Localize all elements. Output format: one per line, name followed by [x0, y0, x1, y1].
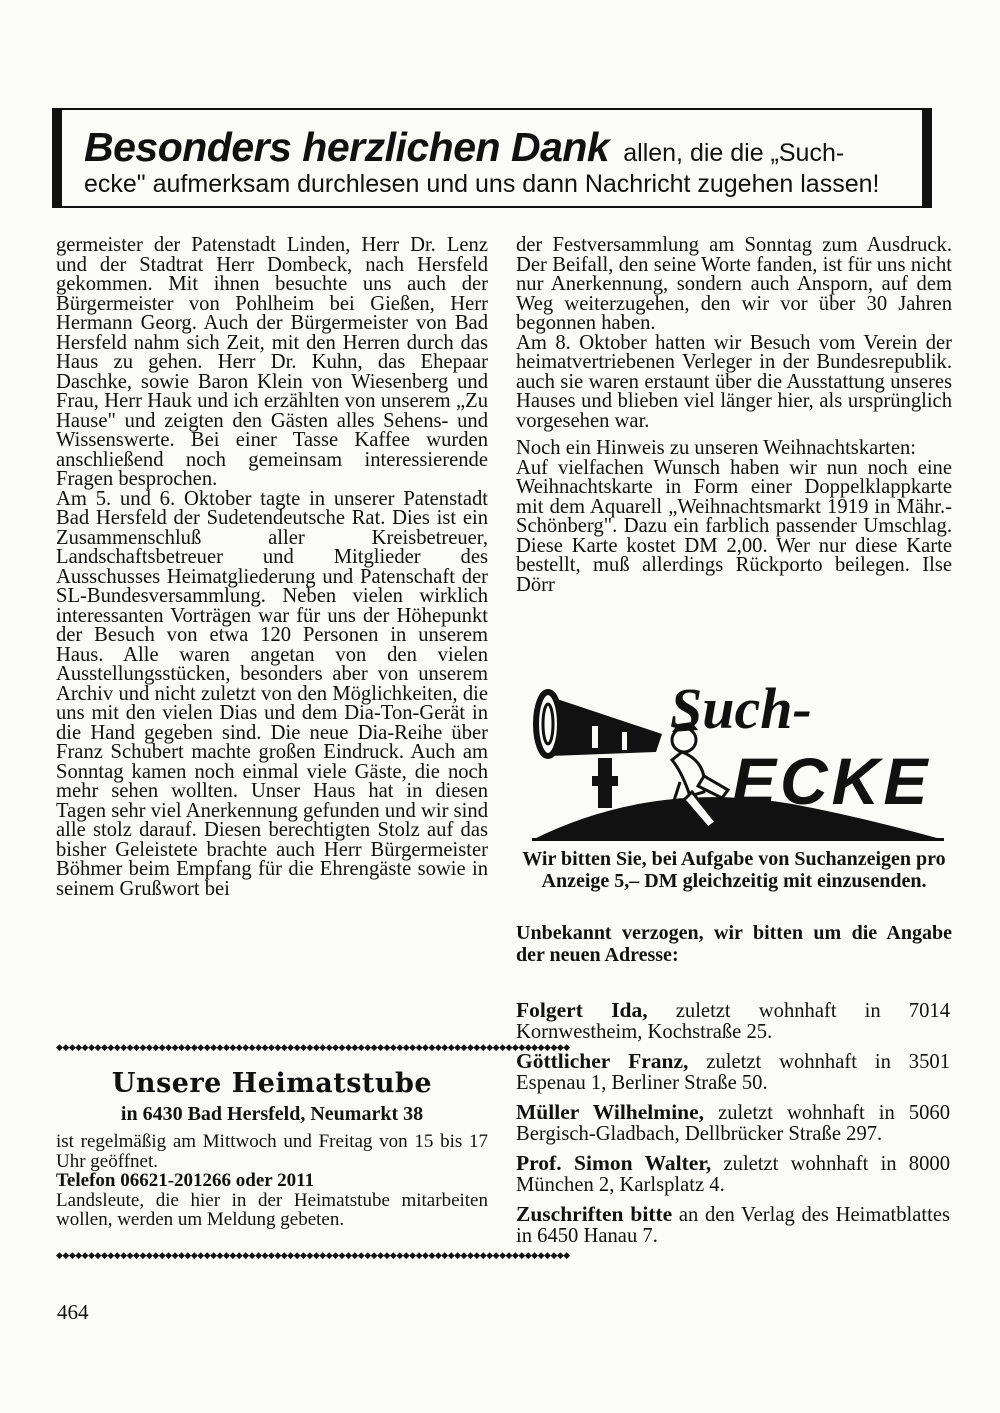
left-paragraph-2: Am 5. und 6. Oktober tagte in unserer Patenstadt Bad Hersfeld der Sudetendeutsche Rat. Dies ist ein Zusammenschluß aller Kreisbetreuer, Landschaftsbetreuer und Mitglieder des Ausschusses Heimatgliederung und Patenschaft der SL-Bundesversammlung. Neben vielen wirklich interessanten Vorträgen war für uns der Höhepunkt der Besuch von etwa 120 Personen in unserem Haus. Alle waren angetan von den vielen Ausstellungsstücken, besonders aber von unserem Archiv und nicht zuletzt von den Möglichkeiten, die uns mit den vielen Dias und dem Dia-Ton-Gerät in die Hand gegeben sind. Die neue Dia-Reihe über Franz Schubert machte großen Eindruck. Auch am Sonntag kamen noch einmal viele Gäste, die noch mehr sehen wollten. Unser Haus hat in diesen Tagen sehr viel Anerkennung gefunden und wir sind alle stolz darauf. Diesen berechtigten Stolz auf das bisher Geleistete brachte auch Herr Bürgermeister Böhmer beim Empfang für die Ehrengäste sowie in seinem Grußwort bei	[56, 487, 488, 900]
unknown-moved-heading: Unbekannt verzogen, wir bitten um die Angabe der neuen Adresse:	[516, 922, 952, 966]
right-column	[516, 236, 952, 595]
heimatstube-phone: Telefon 06621-201266 oder 2011	[56, 1170, 315, 1191]
left-column	[56, 236, 488, 899]
entry-name: Prof. Simon Walter,	[516, 1151, 712, 1175]
entry-text: zuletzt wohnhaft in 5060 Bergisch-Gladbach, Dellbrücker Straße 297.	[516, 1102, 950, 1145]
entry-name: Müller Wilhelmine,	[516, 1100, 705, 1124]
heimatstube-box	[56, 1040, 570, 1262]
right-paragraph-3: Noch ein Hinweis zu unseren Weihnachtskarten:	[516, 437, 916, 459]
diamond-divider-bottom: ◆◆◆◆◆◆◆◆◆◆◆◆◆◆◆◆◆◆◆◆◆◆◆◆◆◆◆◆◆◆◆◆◆◆◆◆◆◆◆◆◆◆◆◆◆◆◆◆◆◆◆◆◆◆◆◆◆◆◆◆◆◆◆◆◆◆◆◆◆◆◆◆◆◆◆◆◆◆◆◆	[56, 1249, 570, 1260]
page-number: 464	[57, 1300, 89, 1324]
diamond-divider-top: ◆◆◆◆◆◆◆◆◆◆◆◆◆◆◆◆◆◆◆◆◆◆◆◆◆◆◆◆◆◆◆◆◆◆◆◆◆◆◆◆◆◆◆◆◆◆◆◆◆◆◆◆◆◆◆◆◆◆◆◆◆◆◆◆◆◆◆◆◆◆◆◆◆◆◆◆◆◆◆◆	[56, 1042, 570, 1052]
banner-headline: Besonders herzlichen Dank	[84, 124, 610, 170]
logo-block-word: ECKE	[732, 744, 932, 818]
search-entry	[516, 1204, 950, 1247]
search-entry	[516, 1000, 950, 1043]
banner-line-1	[84, 124, 844, 171]
logo-underline	[532, 838, 944, 841]
heimatstube-appeal: Landsleute, die hier in der Heimatstube mitarbeiten wollen, werden um Meldung gebeten.	[56, 1189, 488, 1230]
entry-name: Zuschriften bitte	[516, 1202, 673, 1226]
suchecke-logo	[532, 672, 944, 842]
search-entry	[516, 1102, 950, 1145]
search-entry	[516, 1051, 950, 1094]
entry-text: an den Verlag des Heimatblattes in 6450 Hanau 7.	[516, 1204, 950, 1247]
logo-script-word: Such-	[670, 676, 812, 741]
entry-text: zuletzt wohnhaft in 8000 München 2, Karlsplatz 4.	[516, 1153, 950, 1196]
banner-line-1-rest: allen, die die „Such-	[623, 139, 845, 167]
entry-text: zuletzt wohnhaft in 7014 Kornwestheim, Kochstraße 25.	[516, 1000, 950, 1043]
entry-name: Göttlicher Franz,	[516, 1049, 689, 1073]
heimatstube-title: Unsere Heimatstube	[111, 1068, 433, 1099]
banner-line-2: ecke" aufmerksam durchlesen und uns dann Nachricht zugehen lassen!	[84, 170, 880, 198]
fee-notice: Wir bitten Sie, bei Aufgabe von Suchanzeigen pro Anzeige 5,– DM gleichzeitig mit einzusenden.	[522, 848, 946, 892]
right-paragraph-1: der Festversammlung am Sonntag zum Ausdruck. Der Beifall, den seine Worte fanden, ist für uns nicht nur Anerkennung, sondern auch Ansporn, auf dem Weg weiterzugehen, den wir vor über 30 Jahren begonnen haben.	[516, 234, 952, 334]
thanks-banner	[52, 108, 932, 208]
telescope-icon	[536, 692, 662, 808]
right-paragraph-2: Am 8. Oktober hatten wir Besuch vom Verein der heimatvertriebenen Verleger in der Bundesrepublik. auch sie waren erstaunt über die Ausstattung unseres Hauses und blieben viel länger hier, als ursprünglich vorgesehen war.	[516, 331, 952, 432]
right-paragraph-4: Auf vielfachen Wunsch haben wir nun noch eine Weihnachtskarte in Form einer Doppelklappkarte mit dem Aquarell „Weihnachtsmarkt 1919 in Mähr.-Schönberg". Dazu ein farblich passender Umschlag. Diese Karte kostet DM 2,00. Wer nur diese Karte bestellt, muß allerdings Rückporto beilegen. Ilse Dörr	[516, 456, 952, 596]
search-entry	[516, 1153, 950, 1196]
heimatstube-body	[56, 1132, 488, 1230]
left-paragraph-1: germeister der Patenstadt Linden, Herr Dr. Lenz und der Stadtrat Herr Dombeck, nach Hersfeld gekommen. Mit ihnen besuchte uns auch der Bürgermeister von Pohlheim bei Gießen, Herr Hermann Georg. Auch der Bürgermeister von Bad Hersfeld nahm sich Zeit, mit den Herren durch das Haus zu gehen. Herr Dr. Kuhn, das Ehepaar Daschke, sowie Baron Klein von Wiesenberg und Frau, Herr Hauk und ich erzählten von unserem „Zu Hause" und zeigten den Gästen alles Sehens- und Wissenswerte. Bei einer Tasse Kaffee wurden anschließend noch gemeinsam interessierende Fragen besprochen.	[56, 234, 488, 490]
entry-text: zuletzt wohnhaft in 3501 Espenau 1, Berliner Straße 50.	[516, 1051, 950, 1094]
search-entries	[516, 1000, 950, 1255]
heimatstube-address: in 6430 Bad Hersfeld, Neumarkt 38	[120, 1103, 424, 1125]
entry-name: Folgert Ida,	[516, 998, 648, 1022]
heimatstube-hours: ist regelmäßig am Mittwoch und Freitag von 15 bis 17 Uhr geöffnet.	[56, 1131, 488, 1172]
